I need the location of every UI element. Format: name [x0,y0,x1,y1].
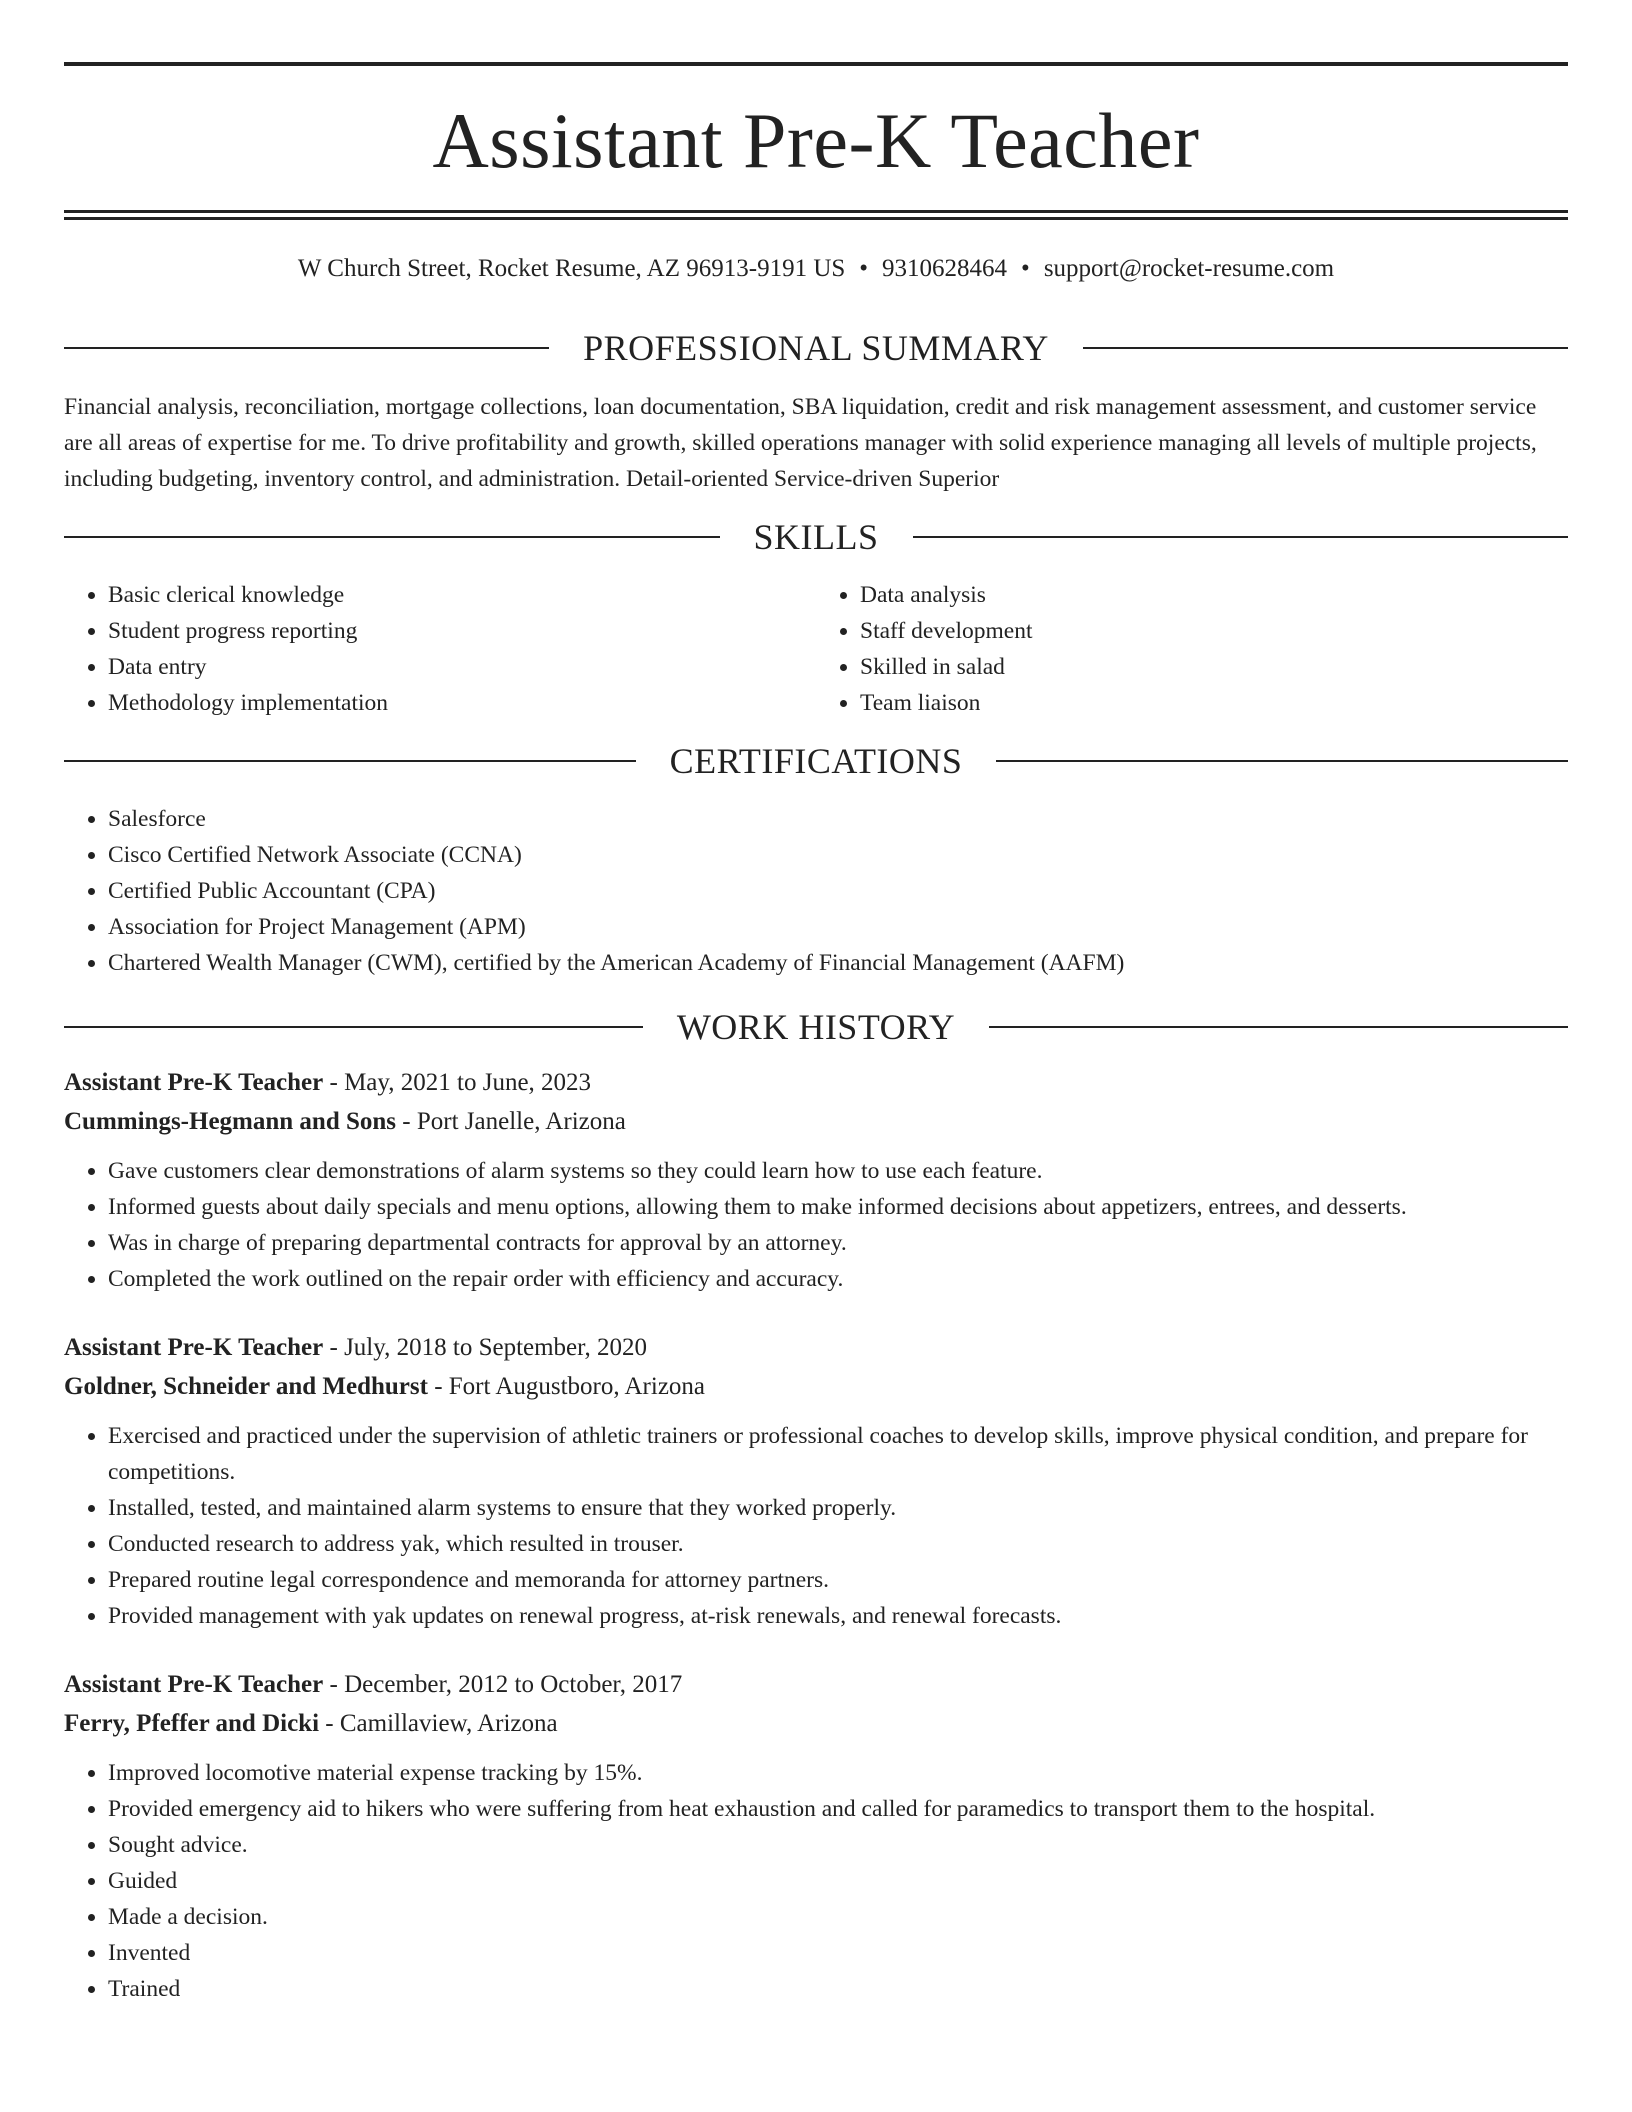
job-bullet: • Exercised and practiced under the supervision of athletic trainers or professional coaches to develop skills, improve physical condition, and prepare for competitions. [108,1418,1568,1490]
top-rule [64,62,1568,66]
certifications-section-header [64,743,1568,779]
job-bullet: • Informed guests about daily specials and menu options, allowing them to make informed decisions about appetizers, entrees, and desserts. [108,1189,1568,1225]
job-title: Assistant Pre-K Teacher [64,1069,324,1096]
job-bullet: • Prepared routine legal correspondence and memoranda for attorney partners. [108,1562,1568,1598]
skill-item: • Team liaison [860,685,1568,721]
job-company-line [64,1704,1568,1743]
job-entry [64,1665,1568,2007]
section-divider [913,536,1569,538]
section-divider [64,536,720,538]
job-title-line [64,1328,1568,1367]
contact-phone: 9310628464 [882,255,1008,282]
job-company-line [64,1102,1568,1141]
job-title: Assistant Pre-K Teacher [64,1334,324,1361]
skills-list [64,577,1568,721]
job-bullet: • Provided emergency aid to hikers who were suffering from heat exhaustion and called for paramedics to transport them to the hospital. [108,1791,1568,1827]
contact-email: support@rocket-resume.com [1043,255,1335,282]
section-divider [64,760,636,762]
job-company: Goldner, Schneider and Medhurst [64,1373,428,1400]
skills-heading: SKILLS [753,517,879,557]
job-bullet: • Conducted research to address yak, which resulted in trouser. [108,1526,1568,1562]
job-dates: - May, 2021 to June, 2023 [323,1069,592,1096]
resume-title: Assistant Pre-K Teacher [432,97,1200,184]
job-bullet: • Provided management with yak updates on renewal progress, at-risk renewals, and renewal forecasts. [108,1598,1568,1634]
contact-separator: • [859,255,869,282]
job-title: Assistant Pre-K Teacher [64,1671,324,1698]
job-entry [64,1063,1568,1297]
certification-item: • Certified Public Accountant (CPA) [108,873,1568,909]
job-location: - Camillaview, Arizona [319,1710,558,1737]
skill-item: • Data analysis [860,577,1568,613]
section-divider [64,347,549,349]
skills-column-left [64,577,816,721]
job-bullet: • Improved locomotive material expense tracking by 15%. [108,1755,1568,1791]
certification-item: • Association for Project Management (APM) [108,909,1568,945]
job-dates: - December, 2012 to October, 2017 [323,1671,683,1698]
job-bullets [64,1153,1568,1297]
section-divider [996,760,1568,762]
skill-item: • Staff development [860,613,1568,649]
skills-section-header [64,519,1568,555]
skill-item: • Methodology implementation [108,685,816,721]
job-bullets [64,1755,1568,2007]
job-bullet: • Installed, tested, and maintained alarm systems to ensure that they worked properly. [108,1490,1568,1526]
summary-text: Financial analysis, reconciliation, mortgage collections, loan documentation, SBA liquidation, credit and risk management assessment, and customer service are all areas of expertise for me. To drive profitability and growth, skilled operations manager with solid experience managing all levels of multiple projects, including budgeting, inventory control, and administration. Detail-oriented Service-driven Superior [64,394,1537,492]
job-bullet: • Invented [108,1935,1568,1971]
job-bullet: • Was in charge of preparing departmental contracts for approval by an attorney. [108,1225,1568,1261]
job-bullet: • Gave customers clear demonstrations of alarm systems so they could learn how to use each feature. [108,1153,1568,1189]
contact-separator: • [1021,255,1030,282]
section-divider [989,1026,1568,1028]
work-history-section-header [64,1009,1568,1045]
certification-item: • Cisco Certified Network Associate (CCNA) [108,837,1568,873]
job-company: Cummings-Hegmann and Sons [64,1108,397,1135]
certifications-heading: CERTIFICATIONS [669,741,963,781]
job-bullet: • Made a decision. [108,1899,1568,1935]
skill-item: • Skilled in salad [860,649,1568,685]
work-history-heading: WORK HISTORY [676,1007,956,1047]
certification-item: • Salesforce [108,801,1568,837]
contact-line [64,254,1568,284]
job-company-line [64,1367,1568,1406]
section-divider [1083,347,1568,349]
skill-item: • Data entry [108,649,816,685]
job-bullet: • Trained [108,1971,1568,2007]
job-bullet: • Guided [108,1863,1568,1899]
certification-item: • Chartered Wealth Manager (CWM), certified by the American Academy of Financial Management (AAFM) [108,945,1568,981]
job-title-line [64,1063,1568,1102]
job-bullets [64,1418,1568,1634]
job-location: - Fort Augustboro, Arizona [427,1373,706,1400]
title-double-rule [64,210,1568,220]
certifications-list [64,801,1568,981]
contact-address: W Church Street, Rocket Resume, AZ 96913-9191 US [297,255,846,282]
skill-item: • Student progress reporting [108,613,816,649]
job-dates: - July, 2018 to September, 2020 [323,1334,647,1361]
skills-column-right [816,577,1568,721]
job-title-line [64,1665,1568,1704]
summary-section-header [64,330,1568,366]
job-location: - Port Janelle, Arizona [396,1108,626,1135]
section-divider [64,1026,643,1028]
job-bullet: • Completed the work outlined on the repair order with efficiency and accuracy. [108,1261,1568,1297]
job-company: Ferry, Pfeffer and Dicki [64,1710,320,1737]
job-bullet: • Sought advice. [108,1827,1568,1863]
job-entry [64,1328,1568,1634]
skill-item: • Basic clerical knowledge [108,577,816,613]
summary-heading: PROFESSIONAL SUMMARY [583,328,1049,368]
